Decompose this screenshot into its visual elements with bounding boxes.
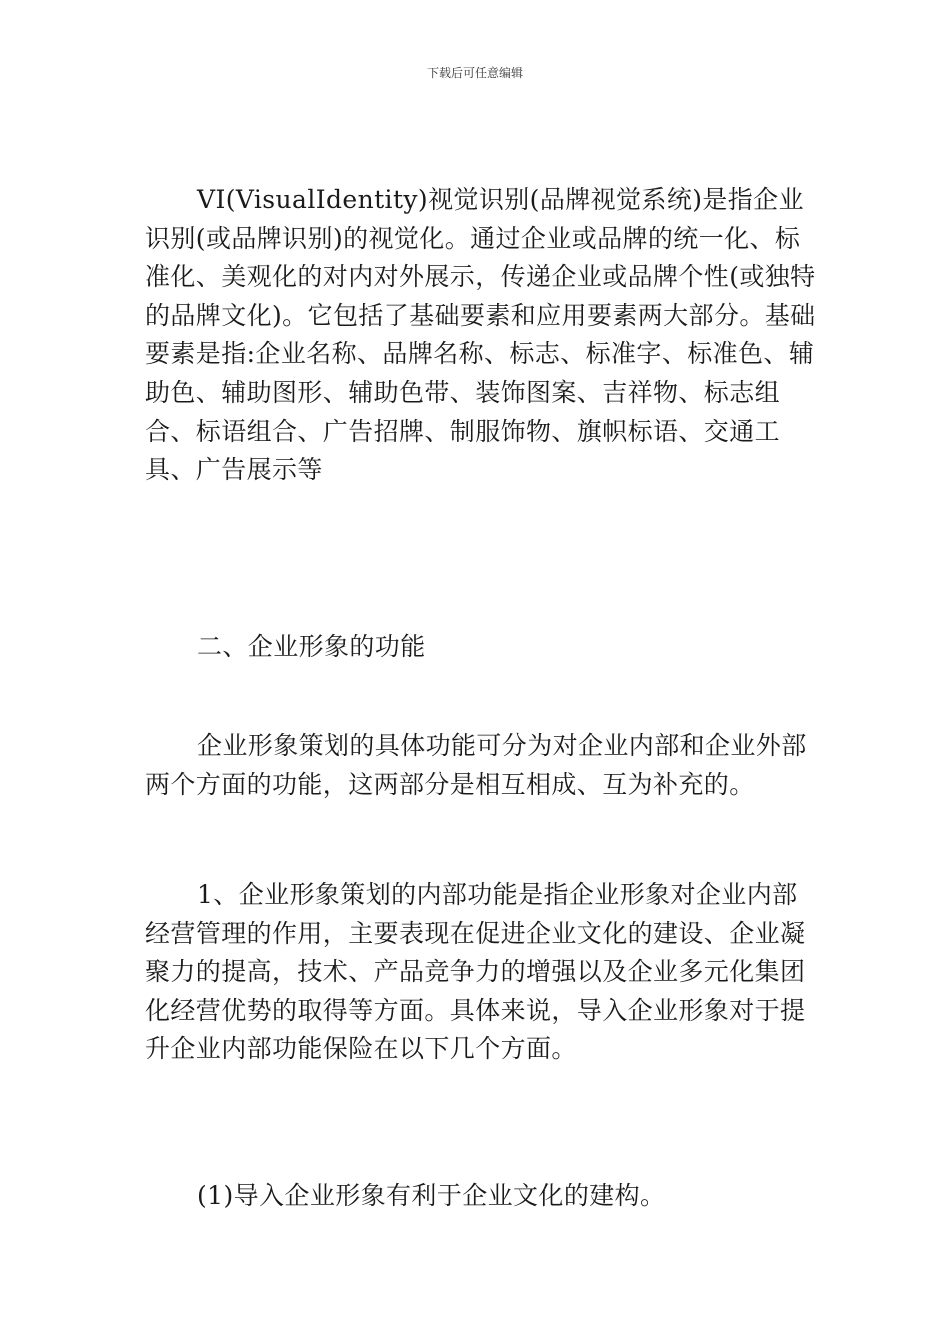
paragraph-internal-function: 1、企业形象策划的内部功能是指企业形象对企业内部经营管理的作用，主要表现在促进企业文化的建设、企业凝聚力的提高，技术、产品竞争力的增强以及企业多元化集团化经营优势的取得等方面。具体来说，导入企业形象对于提升企业内部功能保险在以下几个方面。 xyxy=(145,880,806,1064)
page-header: 下载后可任意编辑 xyxy=(426,66,523,80)
paragraph-vi-definition: VI(VisualIdentity)视觉识别(品牌视觉系统)是指企业识别(或品牌识别)的视觉化。通过企业或品牌的统一化、标准化、美观化的对内对外展示，传递企业或品牌个性(或独特的品牌文化)。它包括了基础要素和应用要素两大部分。基础要素是指:企业名称、品牌名称、标志、标准字、标准色、辅助色、辅助图形、辅助色带、装饰图案、吉祥物、标志组合、标语组合、广告招牌、制服饰物、旗帜标语、交通工具、广告展示等 xyxy=(145,185,816,485)
paragraph-list-item: (1)导入企业形象有利于企业文化的建构。 xyxy=(197,1181,666,1210)
paragraph-function-overview: 企业形象策划的具体功能可分为对企业内部和企业外部两个方面的功能，这两部分是相互相成、互为补充的。 xyxy=(145,731,807,799)
section-heading: 二、企业形象的功能 xyxy=(197,632,426,661)
